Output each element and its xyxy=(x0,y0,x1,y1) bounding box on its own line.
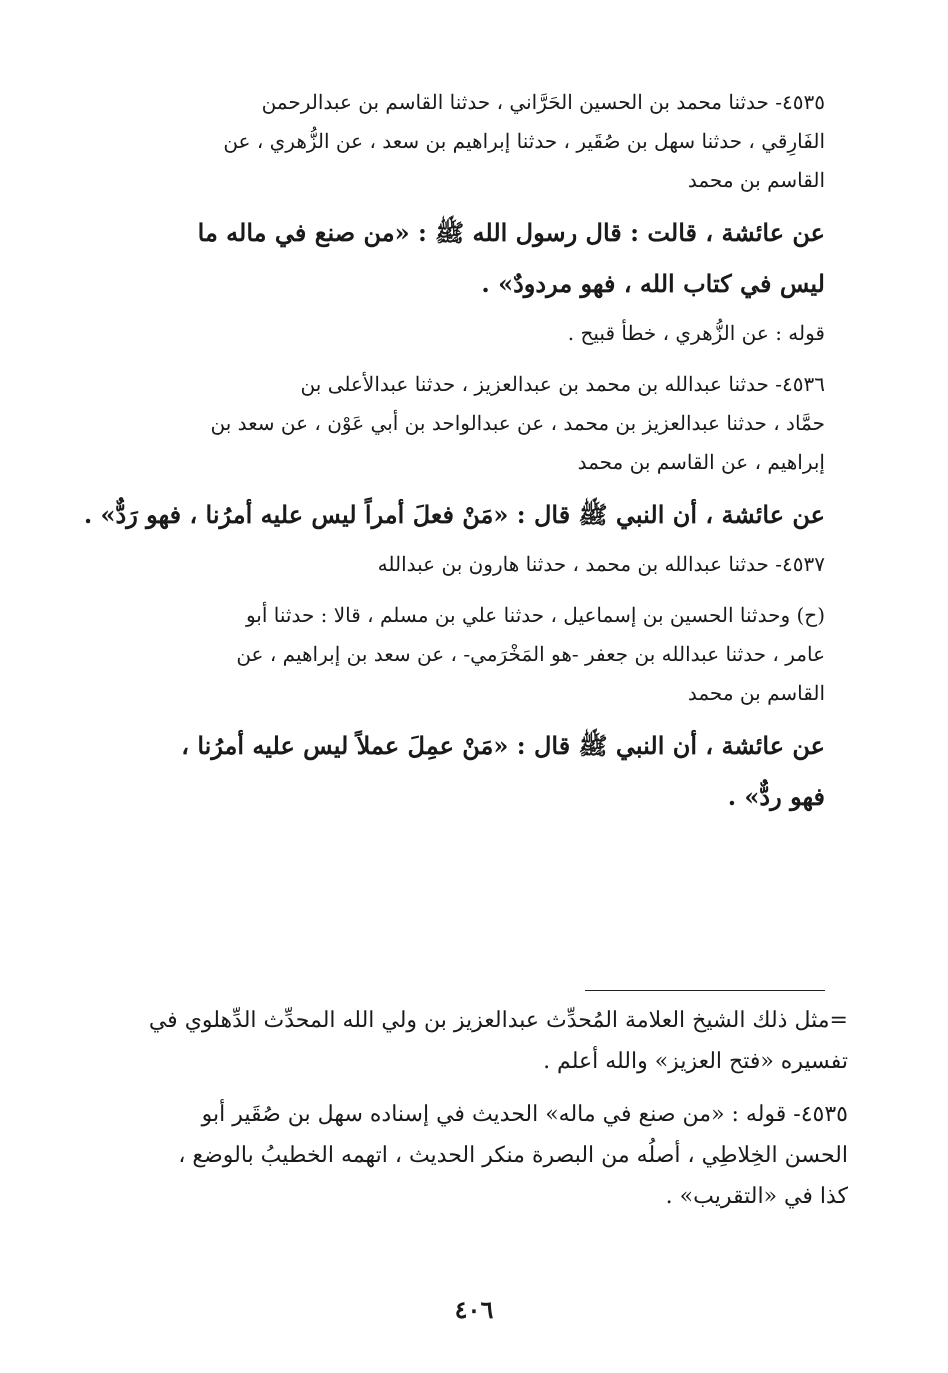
hadith-4535-sanad-line: القاسم بن محمد xyxy=(687,168,825,192)
hadith-4537-sanad-line: ٤٥٣٧- حدثنا عبدالله بن محمد ، حدثنا هارون بن عبدالله xyxy=(377,552,825,576)
page-number: ٤٠٦ xyxy=(454,1295,494,1324)
footnotes xyxy=(104,1010,848,1208)
hadith-4536-sanad-line: ٤٥٣٦- حدثنا عبدالله بن محمد بن عبدالعزيز ، حدثنا عبدالأعلى بن xyxy=(300,372,825,396)
hadith-4535-sanad-line: الفَارِقي ، حدثنا سهل بن صُقَير ، حدثنا إبراهيم بن سعد ، عن الزُّهري ، عن xyxy=(223,129,825,153)
hadith-4537-sanad-line: (ح) وحدثنا الحسين بن إسماعيل ، حدثنا علي بن مسلم ، قالا : حدثنا أبو xyxy=(245,603,825,627)
hadith-4536-sanad-line: إبراهيم ، عن القاسم بن محمد xyxy=(577,450,825,474)
footnote-line: ٤٥٣٥- قوله : «من صنع في ماله» الحديث في إسناده سهل بن صُقَير أبو xyxy=(201,1102,848,1127)
hadith-4537-sanad-line: القاسم بن محمد xyxy=(687,681,825,705)
hadith-4535-matn-line: عن عائشة ، قالت : قال رسول الله ﷺ : «من صنع في ماله ما xyxy=(197,218,825,247)
hadith-4536-sanad-line: حمَّاد ، حدثنا عبدالعزيز بن محمد ، عن عبدالواحد بن أبي عَوْن ، عن سعد بن xyxy=(210,411,825,435)
hadith-4535-sanad-line: ٤٥٣٥- حدثنا محمد بن الحسين الحَرَّاني ، حدثنا القاسم بن عبدالرحمن xyxy=(261,90,825,114)
hadith-4537-sanad-line: عامر ، حدثنا عبدالله بن جعفر -هو المَخْرَمي- ، عن سعد بن إبراهيم ، عن xyxy=(236,642,825,666)
footnote-divider xyxy=(585,990,825,991)
footnote-line: =مثل ذلك الشيخ العلامة المُحدِّث عبدالعزيز بن ولي الله المحدِّث الدِّهلوي في xyxy=(148,1008,848,1033)
main-text xyxy=(83,90,825,811)
footnote-line: تفسيره «فتح العزيز» والله أعلم . xyxy=(543,1049,848,1074)
hadith-4537-matn-line: عن عائشة ، أن النبي ﷺ قال : «مَنْ عمِلَ عملاً ليس عليه أمرُنا ، xyxy=(181,731,825,760)
footnote-line: الحسن الخِلاطِي ، أصلُه من البصرة منكر الحديث ، اتهمه الخطيبُ بالوضع ، xyxy=(178,1143,848,1168)
hadith-4535-comment: قوله : عن الزُّهري ، خطأ قبيح . xyxy=(567,321,825,345)
hadith-4535-matn-line: ليس في كتاب الله ، فهو مردودٌ» . xyxy=(481,269,825,298)
hadith-4536-matn-line: عن عائشة ، أن النبي ﷺ قال : «مَنْ فعلَ أمراً ليس عليه أمرُنا ، فهو رَدٌّ» . xyxy=(83,500,825,529)
hadith-4537-matn-line: فهو ردٌّ» . xyxy=(727,782,825,811)
footnote-line: كذا في «التقريب» . xyxy=(665,1184,848,1209)
